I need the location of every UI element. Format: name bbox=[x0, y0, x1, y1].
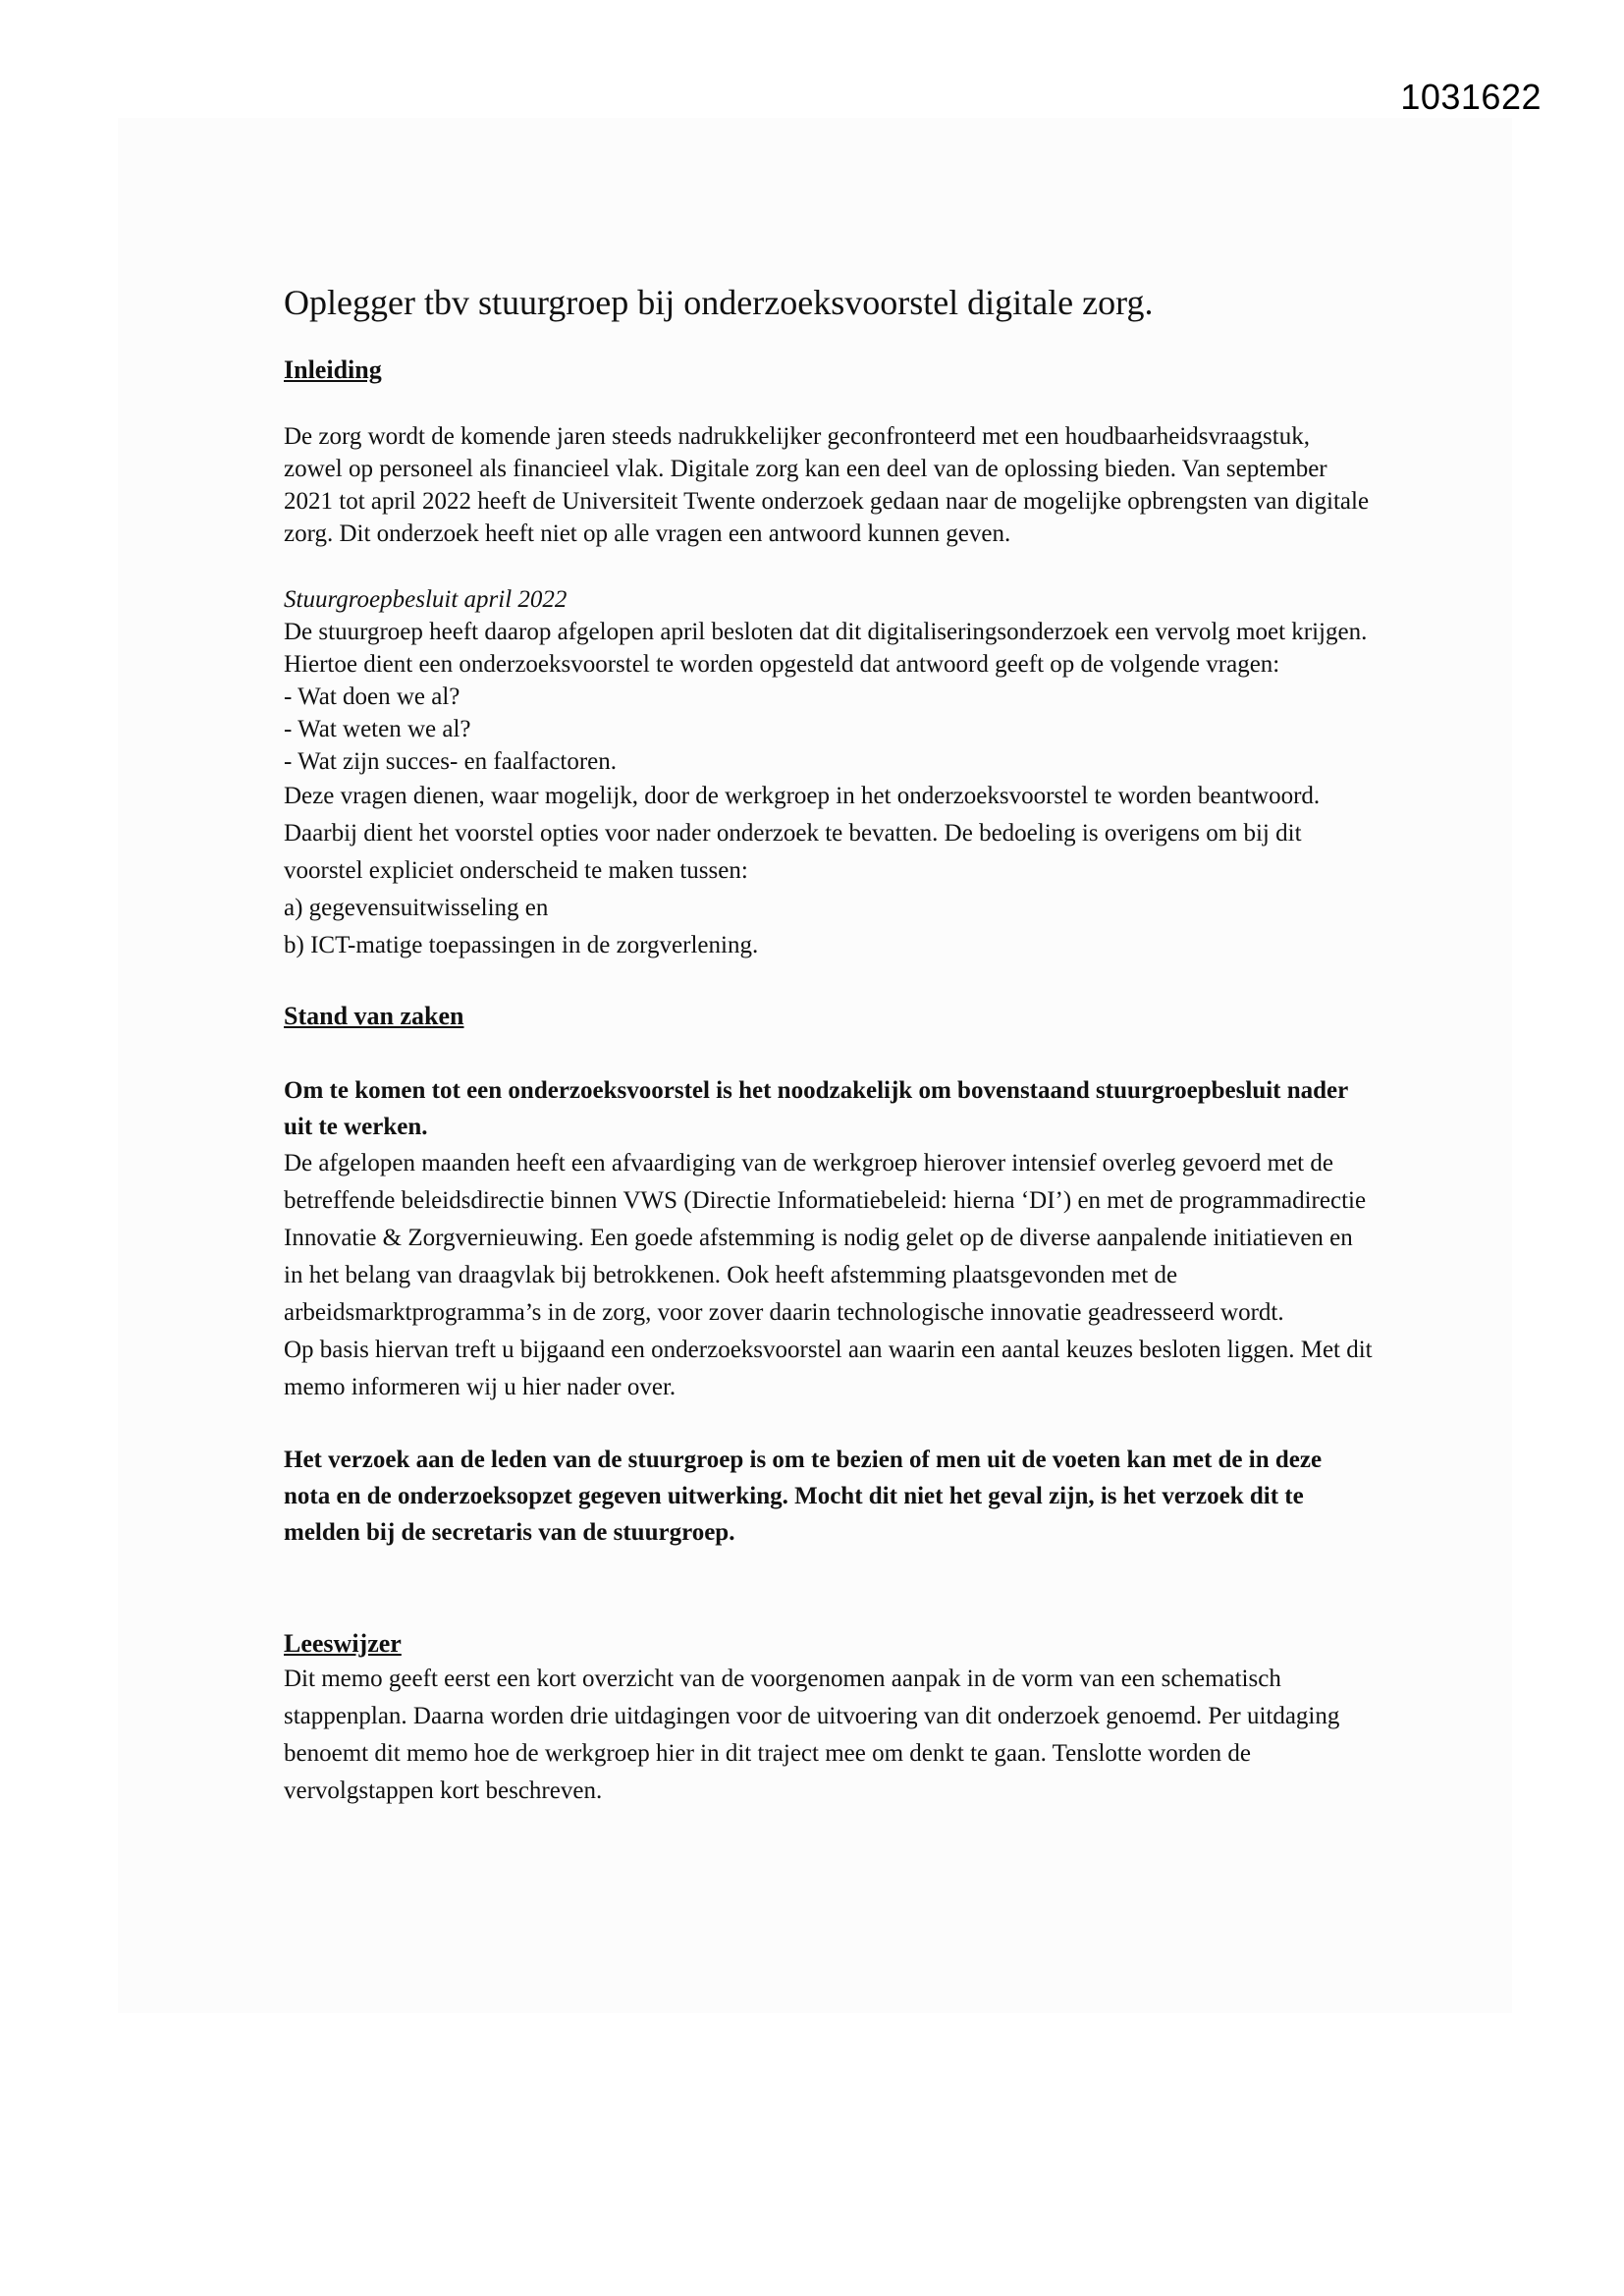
heading-leeswijzer: Leeswijzer bbox=[284, 1628, 402, 1658]
spacer bbox=[284, 1551, 1374, 1627]
question-item: - Wat zijn succes- en faalfactoren. bbox=[284, 747, 618, 775]
spacer bbox=[284, 1406, 1374, 1442]
document-id: 1031622 bbox=[1400, 77, 1542, 117]
option-item: a) gegevensuitwisseling en bbox=[284, 894, 549, 921]
spacer bbox=[284, 387, 1374, 420]
spacer bbox=[284, 1033, 1374, 1072]
stuurgroepbesluit-followup: Deze vragen dienen, waar mogelijk, door de werkgroep in het onderzoeksvoorstel te worden beantwoord. Daarbij dient het voorstel opties voor nader onderzoek te bevatten. De bedoeling is overigens om bij dit voorstel expliciet onderscheid te maken tussen: bbox=[284, 782, 1321, 884]
subheading-stuurgroepbesluit: Stuurgroepbesluit april 2022 bbox=[284, 585, 568, 613]
stuurgroep-request: Het verzoek aan de leden van de stuurgroep is om te bezien of men uit de voeten kan met de in deze nota en de onderzoeksopzet gegeven uitwerking. Mocht dit niet het geval zijn, is het verzoek dit te melden bij de secretaris van de stuurgroep. bbox=[284, 1446, 1323, 1546]
stand-van-zaken-paragraph: Op basis hiervan treft u bijgaand een onderzoeksvoorstel aan waarin een aantal keuzes besloten liggen. Met dit memo informeren wij u hier nader over. bbox=[284, 1336, 1373, 1400]
question-item: - Wat weten we al? bbox=[284, 715, 471, 742]
question-item: - Wat doen we al? bbox=[284, 683, 460, 710]
memo-body bbox=[284, 280, 1374, 1810]
leeswijzer-paragraph: Dit memo geeft eerst een kort overzicht van de voorgenomen aanpak in de vorm van een schematisch stappenplan. Daarna worden drie uitdagingen voor de uitvoering van dit onderzoek genoemd. Per uitdaging benoemt dit memo hoe de werkgroep hier in dit traject mee om denkt te gaan. Tenslotte worden de vervolgstappen kort beschreven. bbox=[284, 1665, 1340, 1804]
memo-title: Oplegger tbv stuurgroep bij onderzoeksvoorstel digitale zorg. bbox=[284, 283, 1154, 322]
stuurgroepbesluit-intro: De stuurgroep heeft daarop afgelopen april besloten dat dit digitaliseringsonderzoek een vervolg moet krijgen. Hiertoe dient een onderzoeksvoorstel te worden opgesteld dat antwoord geeft op de volgende vragen: bbox=[284, 618, 1368, 678]
inleiding-paragraph: De zorg wordt de komende jaren steeds nadrukkelijker geconfronteerd met een houdbaarheidsvraagstuk, zowel op personeel als financieel vlak. Digitale zorg kan een deel van de oplossing bieden. Van september 2021 tot april 2022 heeft de Universiteit Twente onderzoek gedaan naar de mogelijke opbrengsten van digitale zorg. Dit onderzoek heeft niet op alle vragen een antwoord kunnen geven. bbox=[284, 422, 1370, 547]
spacer bbox=[284, 550, 1374, 583]
stand-van-zaken-bold-intro: Om te komen tot een onderzoeksvoorstel is het noodzakelijk om bovenstaand stuurgroepbesluit nader uit te werken. bbox=[284, 1076, 1348, 1140]
option-item: b) ICT-matige toepassingen in de zorgverlening. bbox=[284, 931, 759, 958]
spacer bbox=[284, 964, 1374, 1000]
stand-van-zaken-paragraph: De afgelopen maanden heeft een afvaardiging van de werkgroep hierover intensief overleg gevoerd met de betreffende beleidsdirectie binnen VWS (Directie Informatiebeleid: hierna ‘DI’) en met de programmadirectie Innovatie & Zorgvernieuwing. Een goede afstemming is nodig gelet op de diverse aanpalende initiatieven en in het belang van draagvlak bij betrokkenen. Ook heeft afstemming plaatsgevonden met de arbeidsmarktprogramma’s in de zorg, voor zover daarin technologische innovatie geadresseerd wordt. bbox=[284, 1149, 1367, 1326]
heading-stand-van-zaken: Stand van zaken bbox=[284, 1001, 464, 1030]
heading-inleiding: Inleiding bbox=[284, 355, 382, 384]
